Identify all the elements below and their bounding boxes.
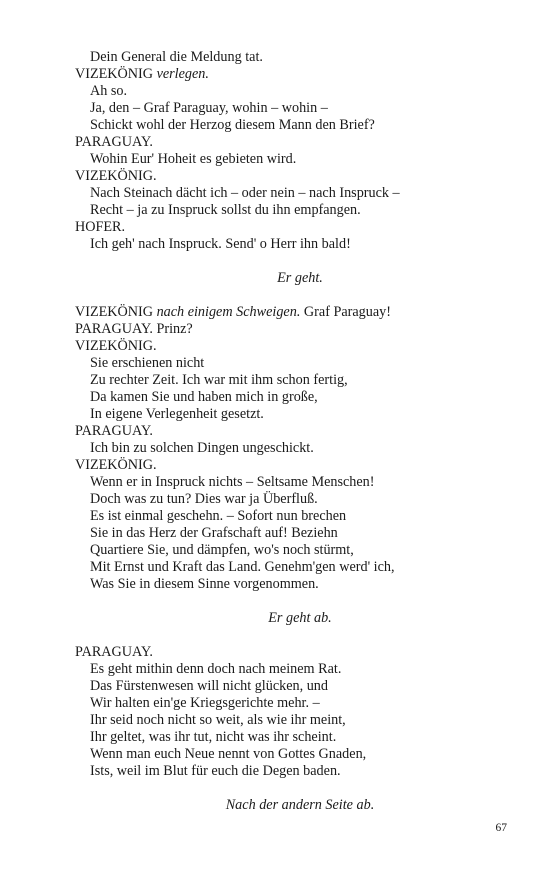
verse-line: Wenn man euch Neue nennt von Gottes Gnaden,: [90, 746, 367, 762]
play-text: [75, 49, 495, 831]
verse-line: Wir halten ein'ge Kriegsgerichte mehr. –: [90, 695, 320, 711]
verse-line: Ich bin zu solchen Dingen ungeschickt.: [90, 440, 314, 456]
verse-line: Was Sie in diesem Sinne vorgenommen.: [90, 576, 319, 592]
speaker-line: [75, 423, 495, 440]
speaker-line: [75, 644, 495, 661]
speaker-name: PARAGUAY.: [75, 321, 153, 337]
stage-direction: Er geht.: [277, 270, 323, 286]
verse-line: Wenn er in Inspruck nichts – Seltsame Menschen!: [90, 474, 375, 490]
verse-line: Da kamen Sie und haben mich in große,: [90, 389, 318, 405]
speaker-line: [75, 134, 495, 151]
speaker-name: VIZEKÖNIG.: [75, 457, 157, 473]
speaker-name: VIZEKÖNIG: [75, 304, 154, 320]
verse-line: Ah so.: [90, 83, 128, 99]
verse-line: Sie erschienen nicht: [90, 355, 205, 371]
speaker-name: HOFER.: [75, 219, 126, 235]
verse-line: Ja, den – Graf Paraguay, wohin – wohin –: [90, 100, 328, 116]
speaker-line: [75, 321, 495, 338]
verse-line: Ihr seid noch nicht so weit, als wie ihr meint,: [90, 712, 346, 728]
speaker-direction: nach einigem Schweigen.: [156, 304, 301, 320]
verse-line: Ists, weil im Blut für euch die Degen baden.: [90, 763, 341, 779]
verse-line: Quartiere Sie, und dämpfen, wo's noch stürmt,: [90, 542, 354, 558]
speaker-line: [75, 457, 495, 474]
speaker-direction: verlegen.: [156, 66, 209, 82]
speaker-line: [75, 66, 495, 83]
page-number: 67: [495, 822, 507, 834]
stage-direction: Er geht ab.: [268, 610, 332, 626]
verse-line: Ich geh' nach Inspruck. Send' o Herr ihn bald!: [90, 236, 351, 252]
speaker-line: [75, 304, 495, 321]
speaker-name: PARAGUAY.: [75, 644, 153, 660]
speaker-inline-speech: Graf Paraguay!: [303, 304, 391, 320]
stage-direction: Nach der andern Seite ab.: [225, 797, 375, 813]
speaker-line: [75, 338, 495, 355]
speaker-name: VIZEKÖNIG.: [75, 338, 157, 354]
speaker-name: VIZEKÖNIG: [75, 66, 154, 82]
verse-line: Mit Ernst und Kraft das Land. Genehm'gen werd' ich,: [90, 559, 395, 575]
verse-line: Doch was zu tun? Dies war ja Überfluß.: [90, 491, 318, 507]
verse-line: Zu rechter Zeit. Ich war mit ihm schon fertig,: [90, 372, 348, 388]
speaker-line: [75, 219, 495, 236]
verse-line: Recht – ja zu Inspruck sollst du ihn empfangen.: [90, 202, 361, 218]
verse-line: Wohin Eur' Hoheit es gebieten wird.: [90, 151, 297, 167]
verse-line: Dein General die Meldung tat.: [90, 49, 263, 65]
verse-line: Ihr geltet, was ihr tut, nicht was ihr scheint.: [90, 729, 337, 745]
speaker-name: PARAGUAY.: [75, 423, 153, 439]
verse-line: In eigene Verlegenheit gesetzt.: [90, 406, 264, 422]
verse-line: Das Fürstenwesen will nicht glücken, und: [90, 678, 328, 694]
verse-line: Schickt wohl der Herzog diesem Mann den Brief?: [90, 117, 375, 133]
verse-line: Es geht mithin denn doch nach meinem Rat.: [90, 661, 342, 677]
verse-line: Sie in das Herz der Grafschaft auf! Beziehn: [90, 525, 338, 541]
verse-line: Nach Steinach dächt ich – oder nein – nach Inspruck –: [90, 185, 400, 201]
speaker-line: [75, 168, 495, 185]
verse-line: Es ist einmal geschehn. – Sofort nun brechen: [90, 508, 347, 524]
speaker-name: VIZEKÖNIG.: [75, 168, 157, 184]
speaker-inline-speech: Prinz?: [156, 321, 193, 337]
speaker-name: PARAGUAY.: [75, 134, 153, 150]
